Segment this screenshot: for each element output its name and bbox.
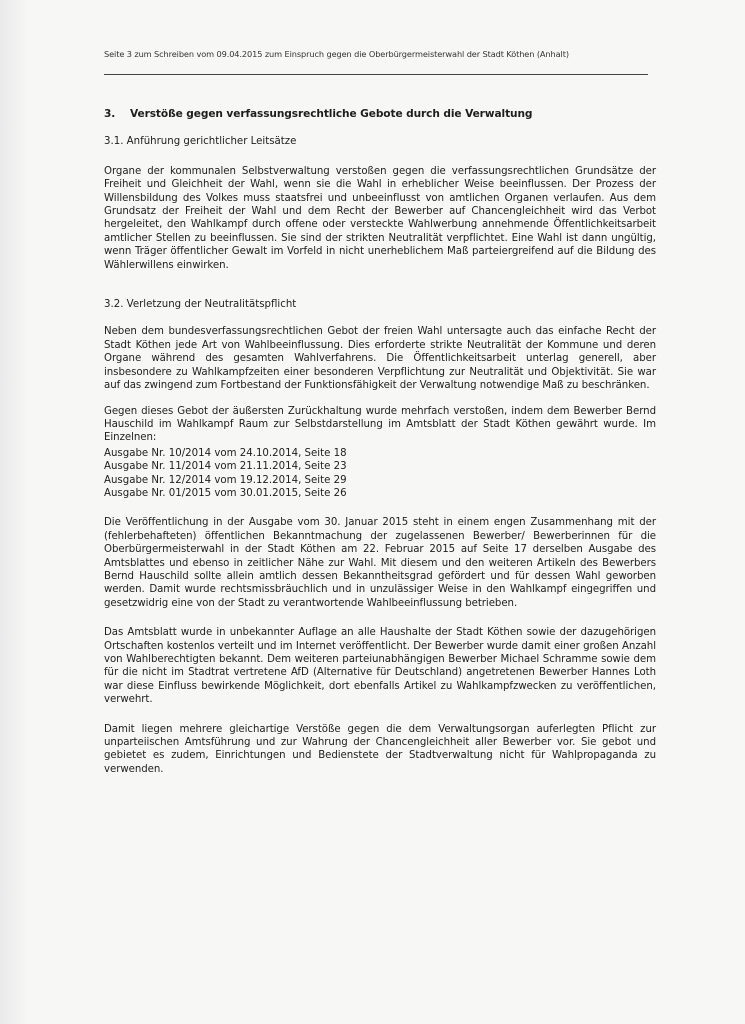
issue-item: Ausgabe Nr. 11/2014 vom 21.11.2014, Seite 23 [104,461,347,473]
issue-item: Ausgabe Nr. 12/2014 vom 19.12.2014, Seite 29 [104,474,347,486]
section-heading [104,108,656,121]
document-body [104,108,656,788]
paragraph-neutralitaet: Neben dem bundesverfassungsrechtlichen Gebot der freien Wahl untersagte auch das einfache Recht der Stadt Köthen jede Art von Wahlbeeinflussung. Dies erforderte strikte Neutralität der Kommune und deren Organe während des gesamten Wahlverfahrens. Die Öffentlichkeitsarbeit unterlag generell, aber insbesondere zu Wahlkampfzeiten einer besonderen Verpflichtung zur Neutralität und Objektivität. Sie war auf das zwingend zum Fortbestand der Funktionsfähigkeit der Verwaltung notwendige Maß zu beschränken. [104,326,656,392]
header-divider [104,74,648,75]
paragraph-veroeffentlichung: Die Veröffentlichung in der Ausgabe vom 30. Januar 2015 steht in einem engen Zusammenhang mit der (fehlerbehafteten) öffentlichen Bekanntmachung der zugelassenen Bewerber/ Bewerberinnen für die Oberbürgermeisterwahl in der Stadt Köthen am 22. Februar 2015 auf Seite 17 derselben Ausgabe des Amtsblattes und ebenso in zeitlicher Nähe zur Wahl. Mit diesem und den weiteren Artikeln des Bewerbers Bernd Hauschild sollte allein amtlich dessen Bekanntheitsgrad gefördert und für dessen Wahl geworben werden. Damit wurde rechtsmissbräuchlich und in unzulässiger Weise in den Wahlkampf eingegriffen und gesetzwidrig eine von der Stadt zu verantwortende Wahlbeeinflussung betrieben. [104,517,656,609]
subsection-heading-3-1: 3.1. Anführung gerichtlicher Leitsätze [104,136,297,148]
section-title: Verstöße gegen verfassungsrechtliche Gebote durch die Verwaltung [130,108,533,120]
paragraph-leitsaetze: Organe der kommunalen Selbstverwaltung verstoßen gegen die verfassungsrechtlichen Grundsätze der Freiheit und Gleichheit der Wahl, wenn sie die Wahl in erheblicher Weise beeinflussen. Der Prozess der Willensbildung des Volkes muss staatsfrei und unbeeinflusst von amtlichen Organen verlaufen. Aus dem Grundsatz der Freiheit der Wahl und dem Recht der Bewerber auf Chancengleichheit wird das Verbot hergeleitet, den Wahlkampf durch offene oder versteckte Wahlwerbung annehmende Öffentlichkeitsarbeit amtlicher Stellen zu beeinflussen. Sie sind der strikten Neutralität verpflichtet. Eine Wahl ist dann ungültig, wenn Träger öffentlicher Gewalt im Vorfeld in nicht unerheblichem Maß parteiergreifend auf die Bildung des Wählerwillens einwirken. [104,165,656,271]
issue-item: Ausgabe Nr. 01/2015 vom 30.01.2015, Seite 26 [104,487,347,499]
subsection-heading-3-2: 3.2. Verletzung der Neutralitätspflicht [104,299,297,311]
page-header: Seite 3 zum Schreiben vom 09.04.2015 zum Einspruch gegen die Oberbürgermeisterwahl der Stadt Köthen (Anhalt) [104,49,569,59]
issue-item: Ausgabe Nr. 10/2014 vom 24.10.2014, Seite 18 [104,447,347,459]
paragraph-verstoss: Gegen dieses Gebot der äußersten Zurückhaltung wurde mehrfach verstoßen, indem dem Bewerber Bernd Hauschild im Wahlkampf Raum zur Selbstdarstellung im Amtsblatt der Stadt Köthen gewährt wurde. Im Einzelnen: [104,405,656,444]
paragraph-amtsblatt: Das Amtsblatt wurde in unbekannter Auflage an alle Haushalte der Stadt Köthen sowie der dazugehörigen Ortschaften kostenlos verteilt und im Internet veröffentlicht. Der Bewerber wurde damit einer großen Anzahl von Wahlberechtigten bekannt. Dem weiteren parteiunabhängigen Bewerber Michael Schramme sowie dem für die nicht im Stadtrat vertretene AfD (Alternative für Deutschland) angetretenen Bewerber Hannes Loth war diese Einfluss bewirkende Möglichkeit, dort ebenfalls Artikel zu Wahlkampfzwecken zu veröffentlichen, verwehrt. [104,627,656,706]
scan-page-edge [0,0,28,1024]
section-number: 3. [104,108,116,120]
issue-list [104,447,656,501]
paragraph-fazit: Damit liegen mehrere gleichartige Verstöße gegen die dem Verwaltungsorgan auferlegten Pflicht zur unparteiischen Amtsführung und zur Wahrung der Chancengleichheit aller Bewerber vor. Sie gebot und gebietet es zudem, Einrichtungen und Bedienstete der Stadtverwaltung nicht für Wahlpropaganda zu verwenden. [104,723,656,775]
